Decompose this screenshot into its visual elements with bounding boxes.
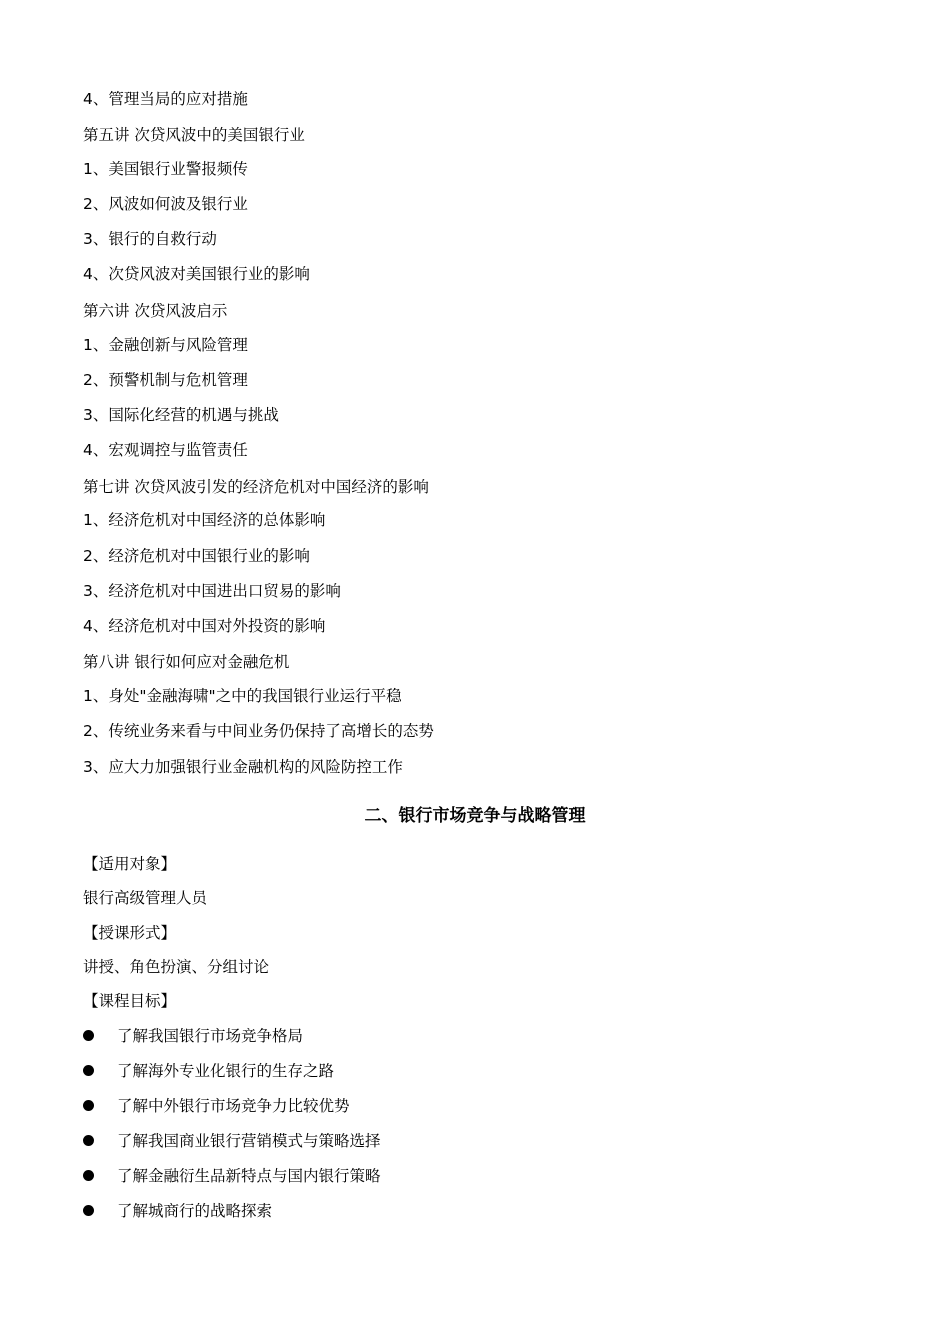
list-item: 1、金融创新与风险管理 [83,336,248,354]
list-item: 2、风波如何波及银行业 [83,195,248,213]
list-item: 1、经济危机对中国经济的总体影响 [83,511,326,529]
list-item: 4、次贷风波对美国银行业的影响 [83,265,310,283]
field-label: 【授课形式】 [83,924,177,942]
list-item: 4、宏观调控与监管责任 [83,441,248,459]
lecture-heading: 第八讲 银行如何应对金融危机 [83,653,290,671]
list-item: 1、身处"金融海啸"之中的我国银行业运行平稳 [83,687,402,705]
goal-text: 了解我国商业银行营销模式与策略选择 [117,1132,381,1150]
list-item: 1、美国银行业警报频传 [83,160,248,178]
goal-text: 了解我国银行市场竞争格局 [117,1027,304,1045]
lecture-heading: 第五讲 次贷风波中的美国银行业 [83,126,305,144]
list-item: 4、经济危机对中国对外投资的影响 [83,617,326,635]
list-item: 3、银行的自救行动 [83,230,217,248]
list-item: 3、经济危机对中国进出口贸易的影响 [83,582,341,600]
field-label: 【适用对象】 [83,855,177,873]
lecture-heading: 第七讲 次贷风波引发的经济危机对中国经济的影响 [83,478,429,496]
list-item: 2、经济危机对中国银行业的影响 [83,547,310,565]
section-title: 二、银行市场竞争与战略管理 [364,806,586,826]
field-value: 银行高级管理人员 [83,889,208,907]
list-item: 4、管理当局的应对措施 [83,90,248,108]
lecture-heading: 第六讲 次贷风波启示 [83,302,228,320]
list-item: 3、国际化经营的机遇与挑战 [83,406,279,424]
list-item: 2、预警机制与危机管理 [83,371,248,389]
field-label: 【课程目标】 [83,992,177,1010]
bullet-icon [83,1170,94,1181]
bullet-icon [83,1065,94,1076]
goal-text: 了解城商行的战略探索 [117,1202,273,1220]
list-item: 3、应大力加强银行业金融机构的风险防控工作 [83,758,403,776]
bullet-icon [83,1030,94,1041]
bullet-icon [83,1205,94,1216]
goal-text: 了解中外银行市场竞争力比较优势 [117,1097,350,1115]
bullet-icon [83,1100,94,1111]
field-value: 讲授、角色扮演、分组讨论 [83,958,270,976]
goal-text: 了解金融衍生品新特点与国内银行策略 [117,1167,381,1185]
goal-text: 了解海外专业化银行的生存之路 [117,1062,335,1080]
list-item: 2、传统业务来看与中间业务仍保持了高增长的态势 [83,722,434,740]
bullet-icon [83,1135,94,1146]
